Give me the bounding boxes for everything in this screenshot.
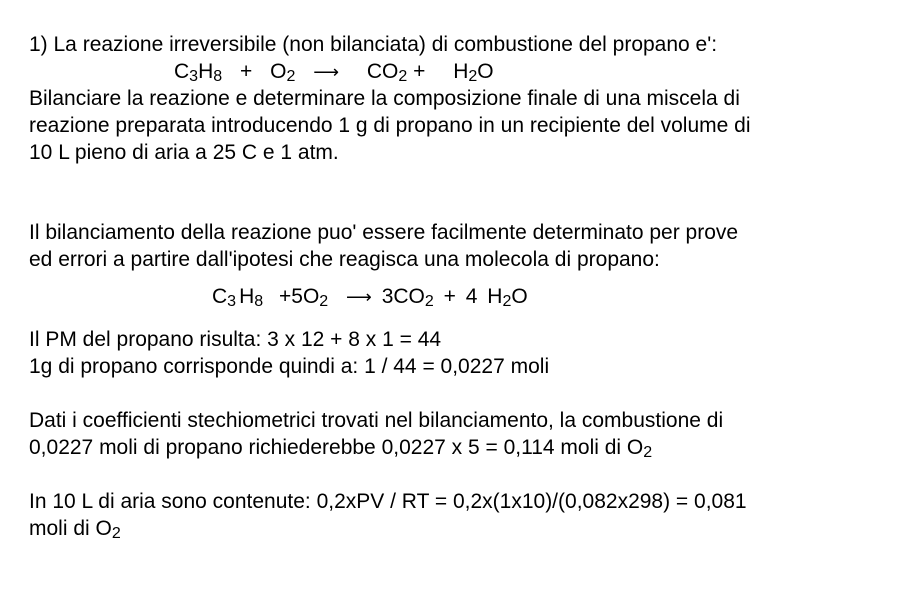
eq-arrow-icon: ⟶ [313,62,340,82]
problem-line-3: reazione preparata introducendo 1 g di propano in un recipiente del volume di [29,114,751,137]
problem-line-4: 10 L pieno di aria a 25 C e 1 atm. [29,141,339,164]
air-line-1: In 10 L di aria sono contenute: 0,2xPV / RT = 0,2x(1x10)/(0,082x298) = 0,081 [29,490,747,513]
air-line-2-text: moli di O [29,517,112,540]
problem-line-2: Bilanciare la reazione e determinare la composizione finale di una miscela di [29,87,740,110]
eq-h2: H [453,60,469,83]
beq-plus-1: + [279,285,292,308]
eq-plus-1: + [240,60,253,83]
beq-coef-h2o: 4 [465,285,478,308]
beq-o-sub: 2 [319,293,329,310]
eq-h2-o: O [477,60,494,83]
moles-line: 1g di propano corrisponde quindi a: 1 / 44 = 0,0227 moli [29,355,550,378]
beq-h-sub: 8 [254,293,264,310]
balanced-equation [212,284,528,312]
eq-h-sub: 8 [213,68,223,85]
stoich-line-2 [29,435,652,463]
eq-o-sub: 2 [286,68,296,85]
unbalanced-equation [174,59,494,87]
stoich-line-2-text: 0,0227 moli di propano richiederebbe 0,0227 x 5 = 0,114 moli di O [29,436,644,459]
beq-h2-sub: 2 [502,293,512,310]
beq-co-sub: 2 [424,293,434,310]
eq-plus-2: + [413,60,426,83]
beq-arrow-icon: ⟶ [346,287,372,307]
eq-o: O [270,60,287,83]
solution-line-1: Il bilanciamento della reazione puo' essere facilmente determinato per prove [29,221,739,244]
eq-h2-sub: 2 [468,68,478,85]
solution-line-2: ed errori a partire dall'ipotesi che reagisca una molecola di propano: [29,248,660,271]
stoich-line-2-sub: 2 [643,444,653,461]
beq-co: CO [393,285,425,308]
pm-line: Il PM del propano risulta: 3 x 12 + 8 x 1 = 44 [29,328,442,351]
stoich-line-1: Dati i coefficienti stechiometrici trovati nel bilanciamento, la combustione di [29,409,724,432]
beq-coef-o2: 5 [291,285,303,308]
eq-co-sub: 2 [398,68,408,85]
beq-h: H [239,285,255,308]
eq-co: CO [366,60,399,83]
air-line-2-sub: 2 [111,525,121,542]
beq-coef-co2: 3 [381,285,394,308]
beq-c-sub: 3 [227,293,237,310]
beq-plus-2: + [443,285,456,308]
air-line-2 [29,516,121,544]
problem-line-1: 1) La reazione irreversibile (non bilanciata) di combustione del propano e': [29,33,718,56]
beq-h2-o: O [511,285,528,308]
eq-c: C [174,60,190,83]
eq-h: H [198,60,214,83]
eq-c-sub: 3 [189,68,199,85]
beq-o: O [302,285,320,308]
beq-h2: H [487,285,503,308]
beq-c: C [212,285,228,308]
